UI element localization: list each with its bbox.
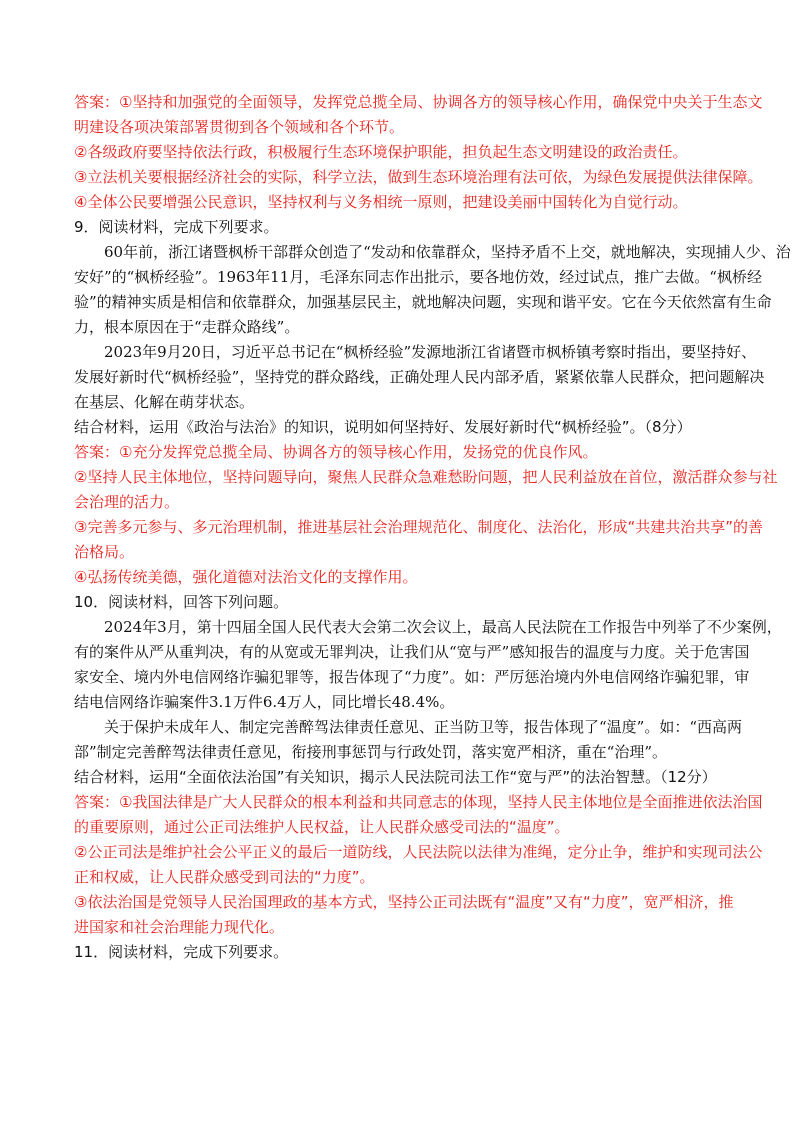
material-line: 60年前，浙江诸暨枫桥干部群众创造了“发动和依靠群众，坚持矛盾不上交，就地解决，实现捕人少、治 [104,243,791,261]
question-block [74,940,726,965]
answer-line: ④弘扬传统美德，强化道德对法治文化的支撑作用。 [74,568,418,586]
material-block [74,340,765,415]
answer-line: 的重要原则，通过公正司法维护人民权益，让人民群众感受司法的“温度”。 [74,818,570,836]
answer-line: ③完善多元参与、多元治理机制，推进基层社会治理规范化、制度化、法治化，形成“共建共治共享”的善 [74,518,763,536]
material-line: 验”的精神实质是相信和依靠群众，加强基层民主，就地解决问题，实现和谐平安。它在今天依然富有生命 [74,293,772,311]
material-block [74,615,782,715]
material-line: 2024年3月，第十四届全国人民代表大会第二次会议上，最高人民法院在工作报告中列举了不少案例， [104,618,782,636]
answer-line: 明建设各项决策部署贯彻到各个领域和各个环节。 [74,118,405,136]
material-line: 力，根本原因在于“走群众路线”。 [74,318,300,336]
answer-line: ③立法机关要根据经济社会的实际，科学立法，做到生态环境治理有法可依，为绿色发展提供法律保障。 [74,168,763,186]
answer-line: ②公正司法是维护社会公平正义的最后一道防线，人民法院以法律为准绳，定分止争，维护和实现司法公 [74,843,763,861]
prompt-block [74,765,726,790]
answer-line: ④全体公民要增强公民意识，坚持权利与义务相统一原则，把建设美丽中国转化为自觉行动。 [74,193,688,211]
answer-block [74,440,778,590]
material-line: 结电信网络诈骗案件3.1万件6.4万人，同比增长48.4%。 [74,693,455,711]
answer-line: ③依法治国是党领导人民治国理政的基本方式，坚持公正司法既有“温度”又有“力度”，宽严相济，推 [74,893,734,911]
material-line: 发展好新时代“枫桥经验”，坚持党的群众路线，正确处理人民内部矛盾，紧紧依靠人民群众，把问题解决 [74,368,765,386]
question-line: 9．阅读材料，完成下列要求。 [74,218,279,236]
material-line: 关于保护未成年人、制定完善醉驾法律责任意见、正当防卫等，报告体现了“温度”。如：“西高两 [104,718,743,736]
answer-line: 会治理的活力。 [74,493,180,511]
answer-line: 进国家和社会治理能力现代化。 [74,918,285,936]
answer-block [74,90,763,215]
question-line: 10．阅读材料，回答下列问题。 [74,593,289,611]
prompt-line: 结合材料，运用《政治与法治》的知识，说明如何坚持好、发展好新时代“枫桥经验”。（8分） [74,418,692,436]
answer-line: 治格局。 [74,543,135,561]
answer-line: 答案：①我国法律是广大人民群众的根本利益和共同意志的体现，坚持人民主体地位是全面推进依法治国 [74,793,763,811]
material-line: 部”制定完善醉驾法律责任意见，衔接刑事惩罚与行政处罚，落实宽严相济，重在“治理”。 [74,743,668,761]
answer-line: ②坚持人民主体地位，坚持问题导向，聚焦人民群众急难愁盼问题，把人民利益放在首位，激活群众参与社 [74,468,778,486]
answer-block [74,790,763,940]
answer-line: 答案：①充分发挥党总揽全局、协调各方的领导核心作用，发扬党的优良作风。 [74,443,598,461]
material-line: 2023年9月20日，习近平总书记在“枫桥经验”发源地浙江省诸暨市枫桥镇考察时指出，要坚持好、 [104,343,757,361]
prompt-line: 结合材料，运用“全面依法治国”有关知识，揭示人民法院司法工作“宽与严”的法治智慧。（12分） [74,768,717,786]
answer-line: ②各级政府要坚持依法行政，积极履行生态环境保护职能，担负起生态文明建设的政治责任。 [74,143,688,161]
material-line: 家安全、境内外电信网络诈骗犯罪等，报告体现了“力度”。如：严厉惩治境内外电信网络诈骗犯罪，审 [74,668,750,686]
answer-line: 正和权威，让人民群众感受到司法的“力度”。 [74,868,375,886]
question-line: 11．阅读材料，完成下列要求。 [74,943,289,961]
material-line: 有的案件从严从重判决，有的从宽或无罪判决，让我们从“宽与严”感知报告的温度与力度。关于危害国 [74,643,750,661]
answer-line: 答案：①坚持和加强党的全面领导，发挥党总揽全局、协调各方的领导核心作用，确保党中央关于生态文 [74,93,763,111]
prompt-block [74,415,726,440]
document-content [74,90,791,965]
material-line: 在基层、化解在萌芽状态。 [74,393,255,411]
material-line: 安好”的“枫桥经验”。1963年11月，毛泽东同志作出批示，要各地仿效，经过试点，推广去做。“枫桥经 [74,268,762,286]
material-block [74,240,791,340]
material-block [74,715,743,765]
question-block [74,215,726,240]
question-block [74,590,726,615]
